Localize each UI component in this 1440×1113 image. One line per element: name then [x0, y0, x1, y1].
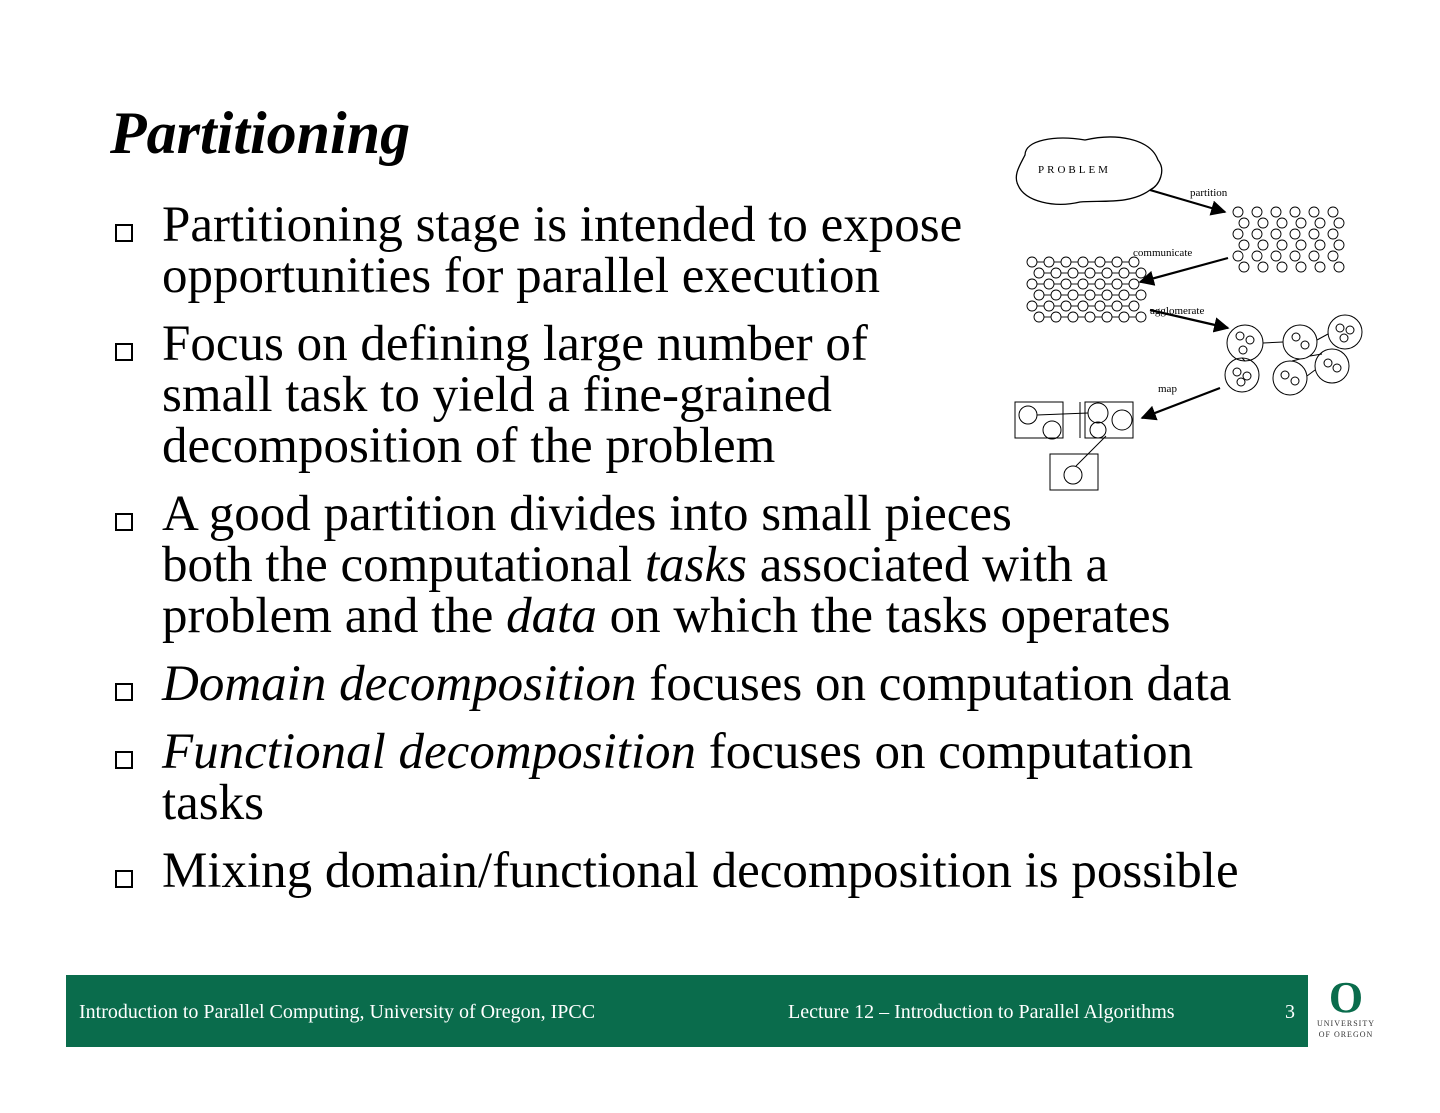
task-circle — [1085, 312, 1095, 322]
task-circle — [1252, 229, 1262, 239]
task-circle — [1095, 257, 1105, 267]
task-circle — [1027, 257, 1037, 267]
task-circle — [1296, 240, 1306, 250]
square-bullet-icon — [115, 751, 133, 769]
task-circle — [1239, 240, 1249, 250]
square-bullet-icon — [115, 343, 133, 361]
task-circle — [1102, 312, 1112, 322]
task-circle — [1027, 279, 1037, 289]
task-circle — [1315, 262, 1325, 272]
task-circle — [1061, 279, 1071, 289]
task-circle — [1044, 279, 1054, 289]
task-circle — [1112, 301, 1122, 311]
task-circle — [1258, 262, 1268, 272]
task-circle — [1027, 301, 1037, 311]
task-circle — [1290, 229, 1300, 239]
slide-title: Partitioning — [110, 100, 411, 166]
task-circle — [1095, 279, 1105, 289]
task-circle — [1309, 251, 1319, 261]
task-circle — [1085, 290, 1095, 300]
task-circle — [1334, 218, 1344, 228]
agglomerated-tasks — [1225, 315, 1362, 395]
bullet-line: decomposition of the problem — [162, 418, 776, 474]
task-circle — [1119, 312, 1129, 322]
task-circle — [1078, 301, 1088, 311]
task-circle — [1034, 312, 1044, 322]
task-circle — [1078, 279, 1088, 289]
task-circle — [1290, 207, 1300, 217]
task-circle — [1315, 218, 1325, 228]
task-circle — [1271, 251, 1281, 261]
task-circle — [1051, 268, 1061, 278]
bullet-line: Focus on defining large number of — [162, 316, 868, 372]
task-circle — [1068, 290, 1078, 300]
task-circle — [1119, 290, 1129, 300]
task-circle — [1136, 312, 1146, 322]
bullet-line: Partitioning stage is intended to expose — [162, 197, 963, 253]
bullet-line: opportunities for parallel execution — [162, 248, 881, 304]
bullet-line: Functional decomposition focuses on computation — [162, 724, 1194, 780]
square-bullet-icon — [115, 224, 133, 242]
task-circle — [1239, 218, 1249, 228]
task-circle — [1277, 240, 1287, 250]
bullet-line: tasks — [162, 775, 264, 831]
task-circle — [1044, 257, 1054, 267]
university-logo — [1315, 973, 1377, 1048]
task-circle — [1271, 229, 1281, 239]
task-circle — [1095, 301, 1105, 311]
task-circle — [1068, 268, 1078, 278]
partition-label: partition — [1190, 187, 1228, 199]
task-circle — [1129, 279, 1139, 289]
task-circle — [1334, 240, 1344, 250]
task-circle — [1334, 262, 1344, 272]
task-circle — [1051, 290, 1061, 300]
task-circle — [1085, 268, 1095, 278]
task-circle — [1277, 218, 1287, 228]
task-circle — [1258, 218, 1268, 228]
task-circle — [1239, 262, 1249, 272]
task-circle — [1315, 240, 1325, 250]
task-circle — [1044, 301, 1054, 311]
task-circle — [1102, 290, 1112, 300]
task-circle — [1296, 218, 1306, 228]
emphasis-data: data — [506, 588, 597, 644]
map-label: map — [1158, 383, 1177, 395]
task-circle — [1112, 257, 1122, 267]
fine-grained-tasks — [1233, 207, 1344, 272]
logo-text-line2: OF OREGON — [1318, 1030, 1374, 1039]
task-circle — [1136, 290, 1146, 300]
bullet-line: small task to yield a fine-grained — [162, 367, 832, 423]
bullet-line: Domain decomposition focuses on computation data — [162, 656, 1232, 712]
task-circle — [1233, 207, 1243, 217]
task-circle — [1277, 262, 1287, 272]
bullet-line: problem and the data on which the tasks operates — [162, 588, 1171, 644]
bullet-line: A good partition divides into small pieces — [162, 486, 1012, 542]
map-arrow — [1142, 388, 1220, 418]
agglomerate-label: agglomerate — [1150, 305, 1205, 317]
communicate-label: communicate — [1133, 247, 1193, 259]
emphasis-domain-decomposition: Domain decomposition — [162, 656, 637, 712]
task-circle — [1078, 257, 1088, 267]
logo-text-line1: UNIVERSITY — [1317, 1019, 1375, 1028]
communicate-arrow — [1140, 258, 1228, 282]
task-circle — [1328, 229, 1338, 239]
bullet-item — [115, 486, 1355, 644]
bullet-item — [115, 656, 1355, 712]
footer-bar — [66, 975, 1308, 1047]
task-circle — [1309, 229, 1319, 239]
bullet-line: both the computational tasks associated with a — [162, 537, 1109, 593]
task-circle — [1112, 279, 1122, 289]
square-bullet-icon — [115, 870, 133, 888]
task-circle — [1034, 290, 1044, 300]
task-circle — [1051, 312, 1061, 322]
task-circle — [1252, 207, 1262, 217]
task-circle — [1102, 268, 1112, 278]
task-circle — [1233, 251, 1243, 261]
pcam-diagram — [1010, 130, 1380, 495]
bullet-item — [115, 843, 1355, 899]
bullet-item — [115, 724, 1355, 831]
task-circle — [1258, 240, 1268, 250]
task-circle — [1061, 257, 1071, 267]
task-circle — [1290, 251, 1300, 261]
problem-label: PROBLEM — [1038, 164, 1111, 176]
mapped-processors — [1015, 402, 1133, 490]
task-circle — [1252, 251, 1262, 261]
task-circle — [1233, 229, 1243, 239]
emphasis-tasks: tasks — [644, 537, 747, 593]
task-circle — [1296, 262, 1306, 272]
task-circle — [1309, 207, 1319, 217]
task-circle — [1129, 301, 1139, 311]
square-bullet-icon — [115, 683, 133, 701]
task-circle — [1328, 207, 1338, 217]
emphasis-functional-decomposition: Functional decomposition — [162, 724, 697, 780]
task-circle — [1328, 251, 1338, 261]
task-circle — [1034, 268, 1044, 278]
square-bullet-icon — [115, 513, 133, 531]
logo-o-icon: O — [1328, 973, 1364, 1022]
footer-lecture: Lecture 12 – Introduction to Parallel Algorithms — [788, 1001, 1175, 1023]
bullet-line: Mixing domain/functional decomposition is possible — [162, 843, 1239, 899]
footer-course: Introduction to Parallel Computing, University of Oregon, IPCC — [79, 1001, 596, 1023]
task-circle — [1061, 301, 1071, 311]
task-circle — [1271, 207, 1281, 217]
communicating-tasks — [1027, 257, 1146, 322]
page-number: 3 — [1285, 1001, 1295, 1023]
task-circle — [1068, 312, 1078, 322]
task-circle — [1119, 268, 1129, 278]
task-circle — [1136, 268, 1146, 278]
